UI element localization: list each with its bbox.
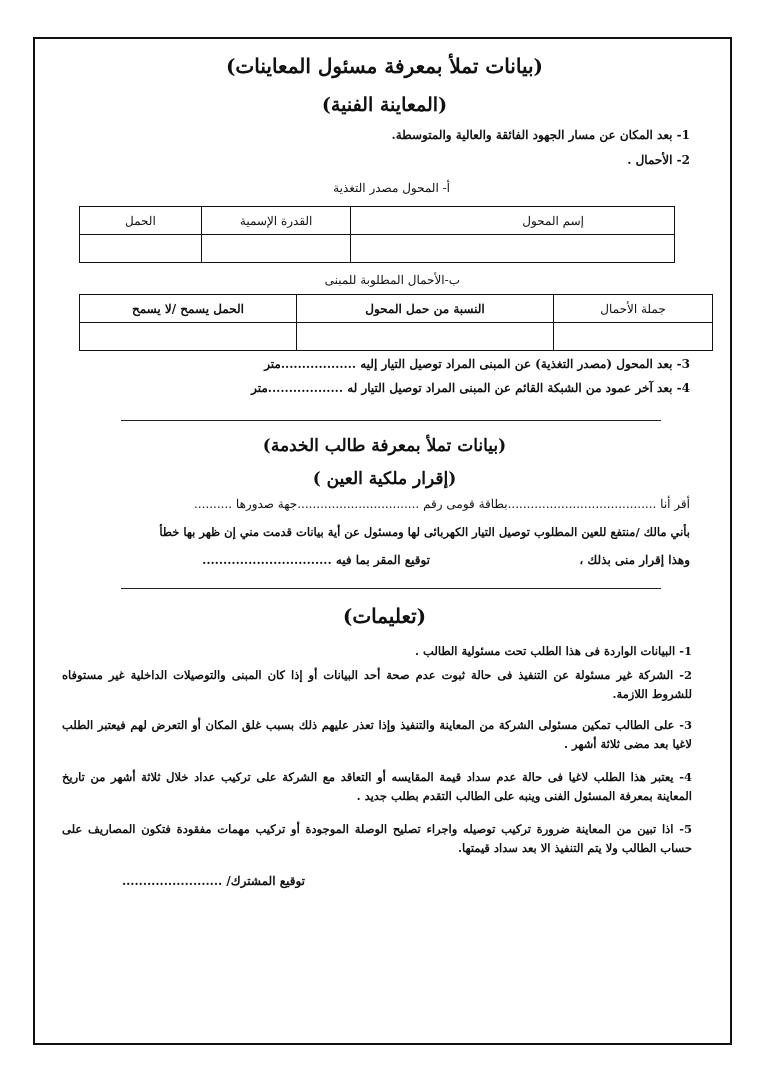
col-transformer-name: إسم المحول — [351, 207, 675, 235]
section-b-label: ب-الأحمال المطلوبة للمبنى — [324, 273, 460, 287]
col-load-ratio: النسبة من حمل المحول — [297, 295, 554, 323]
instruction-4: 4- يعتبر هذا الطلب لاغيا فى حالة عدم سداد قيمة المقايسه أو التعاقد مع الشركة على تركيب عداد خلال ثلاثة أشهر من تاريخ المعاينة بمعرفة المسئول الفنى وينبه على الطالب التقدم بطلب جديد . — [62, 770, 692, 803]
applicant-subheading: (إقرار ملكية العين ) — [312, 469, 457, 489]
declaration-line-2: بأني مالك /منتفع للعين المطلوب توصيل التيار الكهربائى لها ومسئول عن أية بيانات قدمت مني إن ظهر بها خطأ — [159, 525, 690, 539]
input-load-ratio[interactable] — [297, 323, 554, 351]
loads-table — [79, 294, 713, 351]
section-a-label: أ- المحول مصدر التغذية — [333, 181, 450, 195]
input-rated-capacity[interactable] — [201, 235, 351, 263]
input-load[interactable] — [80, 235, 202, 263]
instruction-5: 5- اذا تبين من المعاينة ضرورة تركيب توصيله واجراء تصليح الوصلة الموجودة أو تركيب مهمات مفقودة فتكون المصاريف على حساب الطالب ولا يتم التنفيذ الا بعد سداد قيمتها. — [62, 822, 692, 855]
input-allowed[interactable] — [80, 323, 297, 351]
technical-heading: (بيانات تملأ بمعرفة مسئول المعاينات) — [225, 54, 544, 78]
item-1: 1- بعد المكان عن مسار الجهود الفائقة والعالية والمتوسطة. — [391, 128, 690, 142]
item-4: 4- بعد آخر عمود من الشبكة القائم عن المبنى المراد توصيل التيار له ..................متر — [251, 381, 690, 395]
input-transformer-name[interactable] — [351, 235, 675, 263]
instruction-2: 2- الشركة غير مسئولة عن التنفيذ فى حالة ثبوت عدم صحة أحد البيانات أو إذا كان المبنى والتوصيلات الداخلية غير مستوفاه للشروط اللازمة. — [62, 668, 692, 701]
declaration-line-3: وهذا إقرار منى بذلك ، — [579, 553, 690, 567]
instruction-3: 3- على الطالب تمكين مسئولى الشركة من المعاينة والتنفيذ وإذا تعذر عليهم ذلك بسبب غلق المكان أو التعرض لهم فيعتبر الطلب لاغيا بعد مضى ثلاثة أشهر . — [62, 718, 692, 751]
col-load: الحمل — [80, 207, 202, 235]
divider-2 — [121, 588, 661, 589]
input-total-loads[interactable] — [554, 323, 713, 351]
col-rated-capacity: القدرة الإسمية — [201, 207, 351, 235]
declarant-signature: توقيع المقر بما فيه ............................... — [202, 553, 430, 567]
col-total-loads: جملة الأحمال — [554, 295, 713, 323]
item-3: 3- بعد المحول (مصدر التغذية) عن المبنى المراد توصيل التيار إليه ..................متر — [264, 357, 690, 371]
subscriber-signature: توقيع المشترك/ ........................ — [121, 874, 305, 888]
applicant-heading: (بيانات تملأ بمعرفة طالب الخدمة) — [262, 436, 507, 456]
col-allowed: الحمل يسمح /لا يسمح — [80, 295, 297, 323]
instruction-1: 1- البيانات الواردة فى هذا الطلب تحت مسئولية الطالب . — [415, 644, 692, 658]
page-frame — [33, 37, 732, 1045]
transformer-table — [79, 206, 675, 263]
instructions-heading: (تعليمات) — [342, 604, 427, 628]
declaration-line-1: أقر أنا .......................................بطاقة قومى رقم ................................جهة صدورها .......... — [193, 497, 690, 511]
divider-1 — [121, 420, 661, 421]
item-2: 2- الأحمال . — [627, 153, 690, 167]
technical-subheading: (المعاينة الفنية) — [321, 94, 448, 116]
